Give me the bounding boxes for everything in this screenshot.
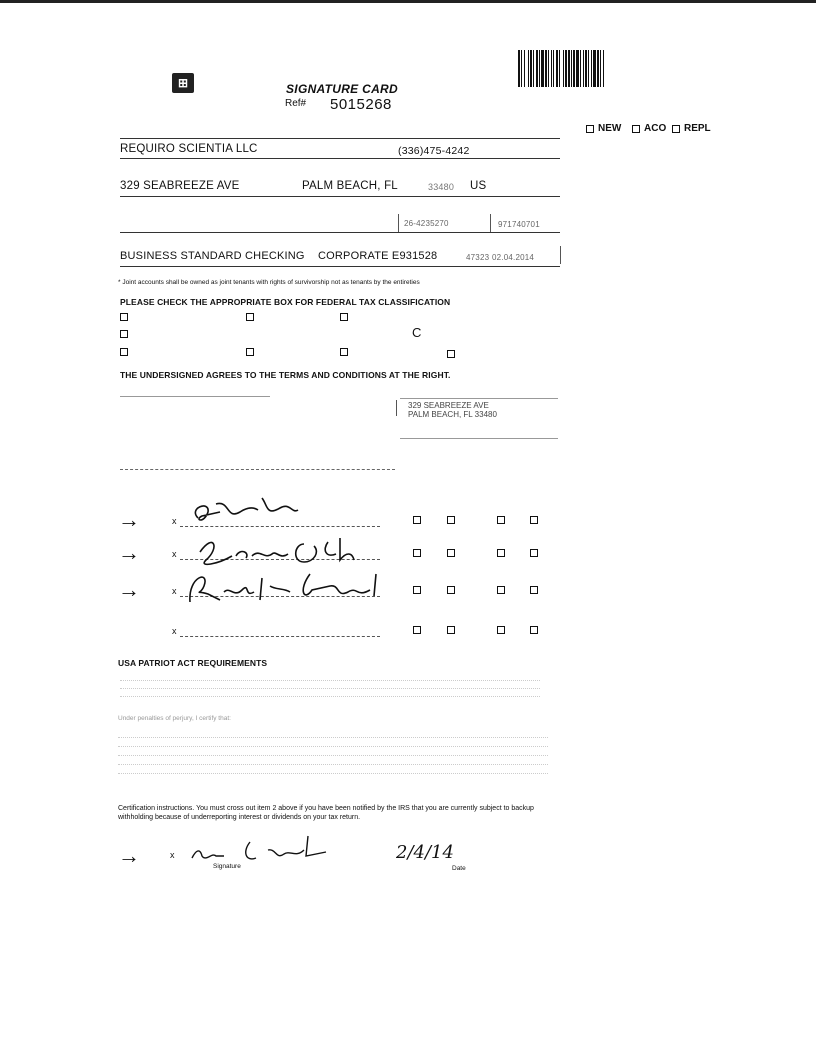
signature-line	[180, 636, 380, 638]
account-name: REQUIRO SCIENTIA LLC	[120, 143, 258, 155]
row-divider	[120, 396, 270, 397]
signer-checkbox[interactable]	[497, 586, 505, 594]
certification-signature	[180, 832, 340, 868]
bank-logo-icon: ⊞	[172, 73, 194, 93]
city-state: PALM BEACH, FL	[302, 180, 398, 192]
tax-checkbox[interactable]	[340, 348, 348, 356]
mailing-address-line2: PALM BEACH, FL 33480	[408, 410, 497, 419]
checkbox-repl-label: REPL	[684, 123, 711, 134]
signer-checkbox[interactable]	[447, 626, 455, 634]
checkbox-aco[interactable]	[632, 123, 666, 134]
mailing-address-line1: 329 SEABREEZE AVE	[408, 401, 489, 410]
branch-number: 47323	[466, 253, 490, 262]
signer-x-mark: x	[172, 549, 177, 559]
certification-instructions: Certification instructions. You must cross out item 2 above if you have been notified by the IRS that you are currently subject to backup withholding because of underreporting interest or dividends on your tax return.	[118, 805, 534, 821]
row-divider	[400, 398, 558, 399]
row-divider	[120, 138, 560, 139]
row-divider	[400, 438, 558, 439]
signer-checkbox[interactable]	[447, 516, 455, 524]
signature-one	[195, 498, 298, 520]
field-divider	[396, 400, 397, 416]
signer-checkbox[interactable]	[413, 626, 421, 634]
signer-x-mark: x	[172, 586, 177, 596]
signer-checkbox[interactable]	[530, 626, 538, 634]
arrow-icon: →	[118, 577, 140, 602]
tax-checkbox[interactable]	[120, 313, 128, 321]
top-border	[0, 0, 816, 3]
row-divider	[120, 266, 560, 267]
tax-checkbox[interactable]	[120, 330, 128, 338]
zip-code: 33480	[428, 182, 455, 192]
signer-checkbox[interactable]	[530, 586, 538, 594]
checkbox-new[interactable]	[586, 123, 621, 134]
signer-x-mark: x	[172, 516, 177, 526]
signer-x-mark: x	[172, 626, 177, 636]
account-number: 971740701	[498, 220, 540, 229]
tax-id: 26-4235270	[404, 219, 449, 228]
signature-x-mark: x	[170, 850, 175, 860]
signer-checkbox[interactable]	[413, 586, 421, 594]
date-label: Date	[452, 865, 466, 872]
checkbox-repl[interactable]	[672, 123, 711, 134]
signer-checkbox[interactable]	[530, 516, 538, 524]
patriot-act-heading: USA PATRIOT ACT REQUIREMENTS	[118, 658, 268, 668]
signature-two	[200, 538, 354, 564]
signature-three	[190, 574, 376, 602]
signer-checkbox[interactable]	[413, 516, 421, 524]
signature-label: Signature	[213, 863, 241, 870]
field-divider	[560, 246, 561, 264]
signer-checkbox[interactable]	[497, 626, 505, 634]
row-divider	[120, 196, 560, 197]
patriot-act-body	[120, 674, 540, 714]
field-divider	[398, 214, 399, 232]
certification-items	[118, 730, 548, 794]
tax-classification-heading: PLEASE CHECK THE APPROPRIATE BOX FOR FEDERAL TAX CLASSIFICATION	[120, 297, 451, 307]
handwritten-signatures	[180, 490, 410, 620]
arrow-icon: →	[118, 540, 140, 565]
checkbox-icon	[586, 125, 594, 133]
ref-label: Ref#	[285, 98, 307, 109]
tax-checkbox[interactable]	[120, 348, 128, 356]
signer-checkbox[interactable]	[530, 549, 538, 557]
joint-account-note: * Joint accounts shall be owned as joint tenants with rights of survivorship not as tenants by the entireties	[118, 279, 420, 286]
signer-checkbox[interactable]	[447, 549, 455, 557]
date-opened: 02.04.2014	[492, 253, 535, 262]
signer-checkbox[interactable]	[497, 549, 505, 557]
street-address: 329 SEABREEZE AVE	[120, 180, 240, 192]
row-divider	[120, 158, 560, 159]
arrow-icon: →	[118, 507, 140, 532]
signature-mark	[192, 836, 326, 859]
ownership-type: CORPORATE E931528	[318, 250, 438, 262]
agreement-heading: THE UNDERSIGNED AGREES TO THE TERMS AND CONDITIONS AT THE RIGHT.	[120, 370, 451, 380]
tax-classification-mark: C	[412, 325, 422, 340]
perjury-statement: Under penalties of perjury, I certify that:	[118, 715, 231, 722]
mailing-address	[408, 401, 497, 419]
signer-checkbox[interactable]	[413, 549, 421, 557]
tax-checkbox[interactable]	[447, 350, 455, 358]
tax-checkbox[interactable]	[246, 348, 254, 356]
signer-checkbox[interactable]	[447, 586, 455, 594]
tax-checkbox[interactable]	[246, 313, 254, 321]
barcode	[518, 50, 681, 87]
row-divider	[120, 469, 395, 471]
checkbox-aco-label: ACO	[644, 123, 667, 134]
checkbox-new-label: NEW	[598, 123, 622, 134]
signature-date-value: 2/4/14	[396, 842, 454, 863]
tax-checkbox[interactable]	[340, 313, 348, 321]
arrow-icon: →	[118, 843, 140, 868]
page-title: SIGNATURE CARD	[286, 82, 398, 96]
barcode-bar	[604, 50, 605, 87]
country: US	[470, 180, 487, 192]
signer-checkbox[interactable]	[497, 516, 505, 524]
checkbox-icon	[672, 125, 680, 133]
account-phone: (336)475-4242	[398, 145, 470, 157]
checkbox-icon	[632, 125, 640, 133]
field-divider	[490, 214, 491, 232]
row-divider	[120, 232, 560, 233]
product-name: BUSINESS STANDARD CHECKING	[120, 250, 305, 262]
ref-number: 5015268	[330, 96, 392, 113]
